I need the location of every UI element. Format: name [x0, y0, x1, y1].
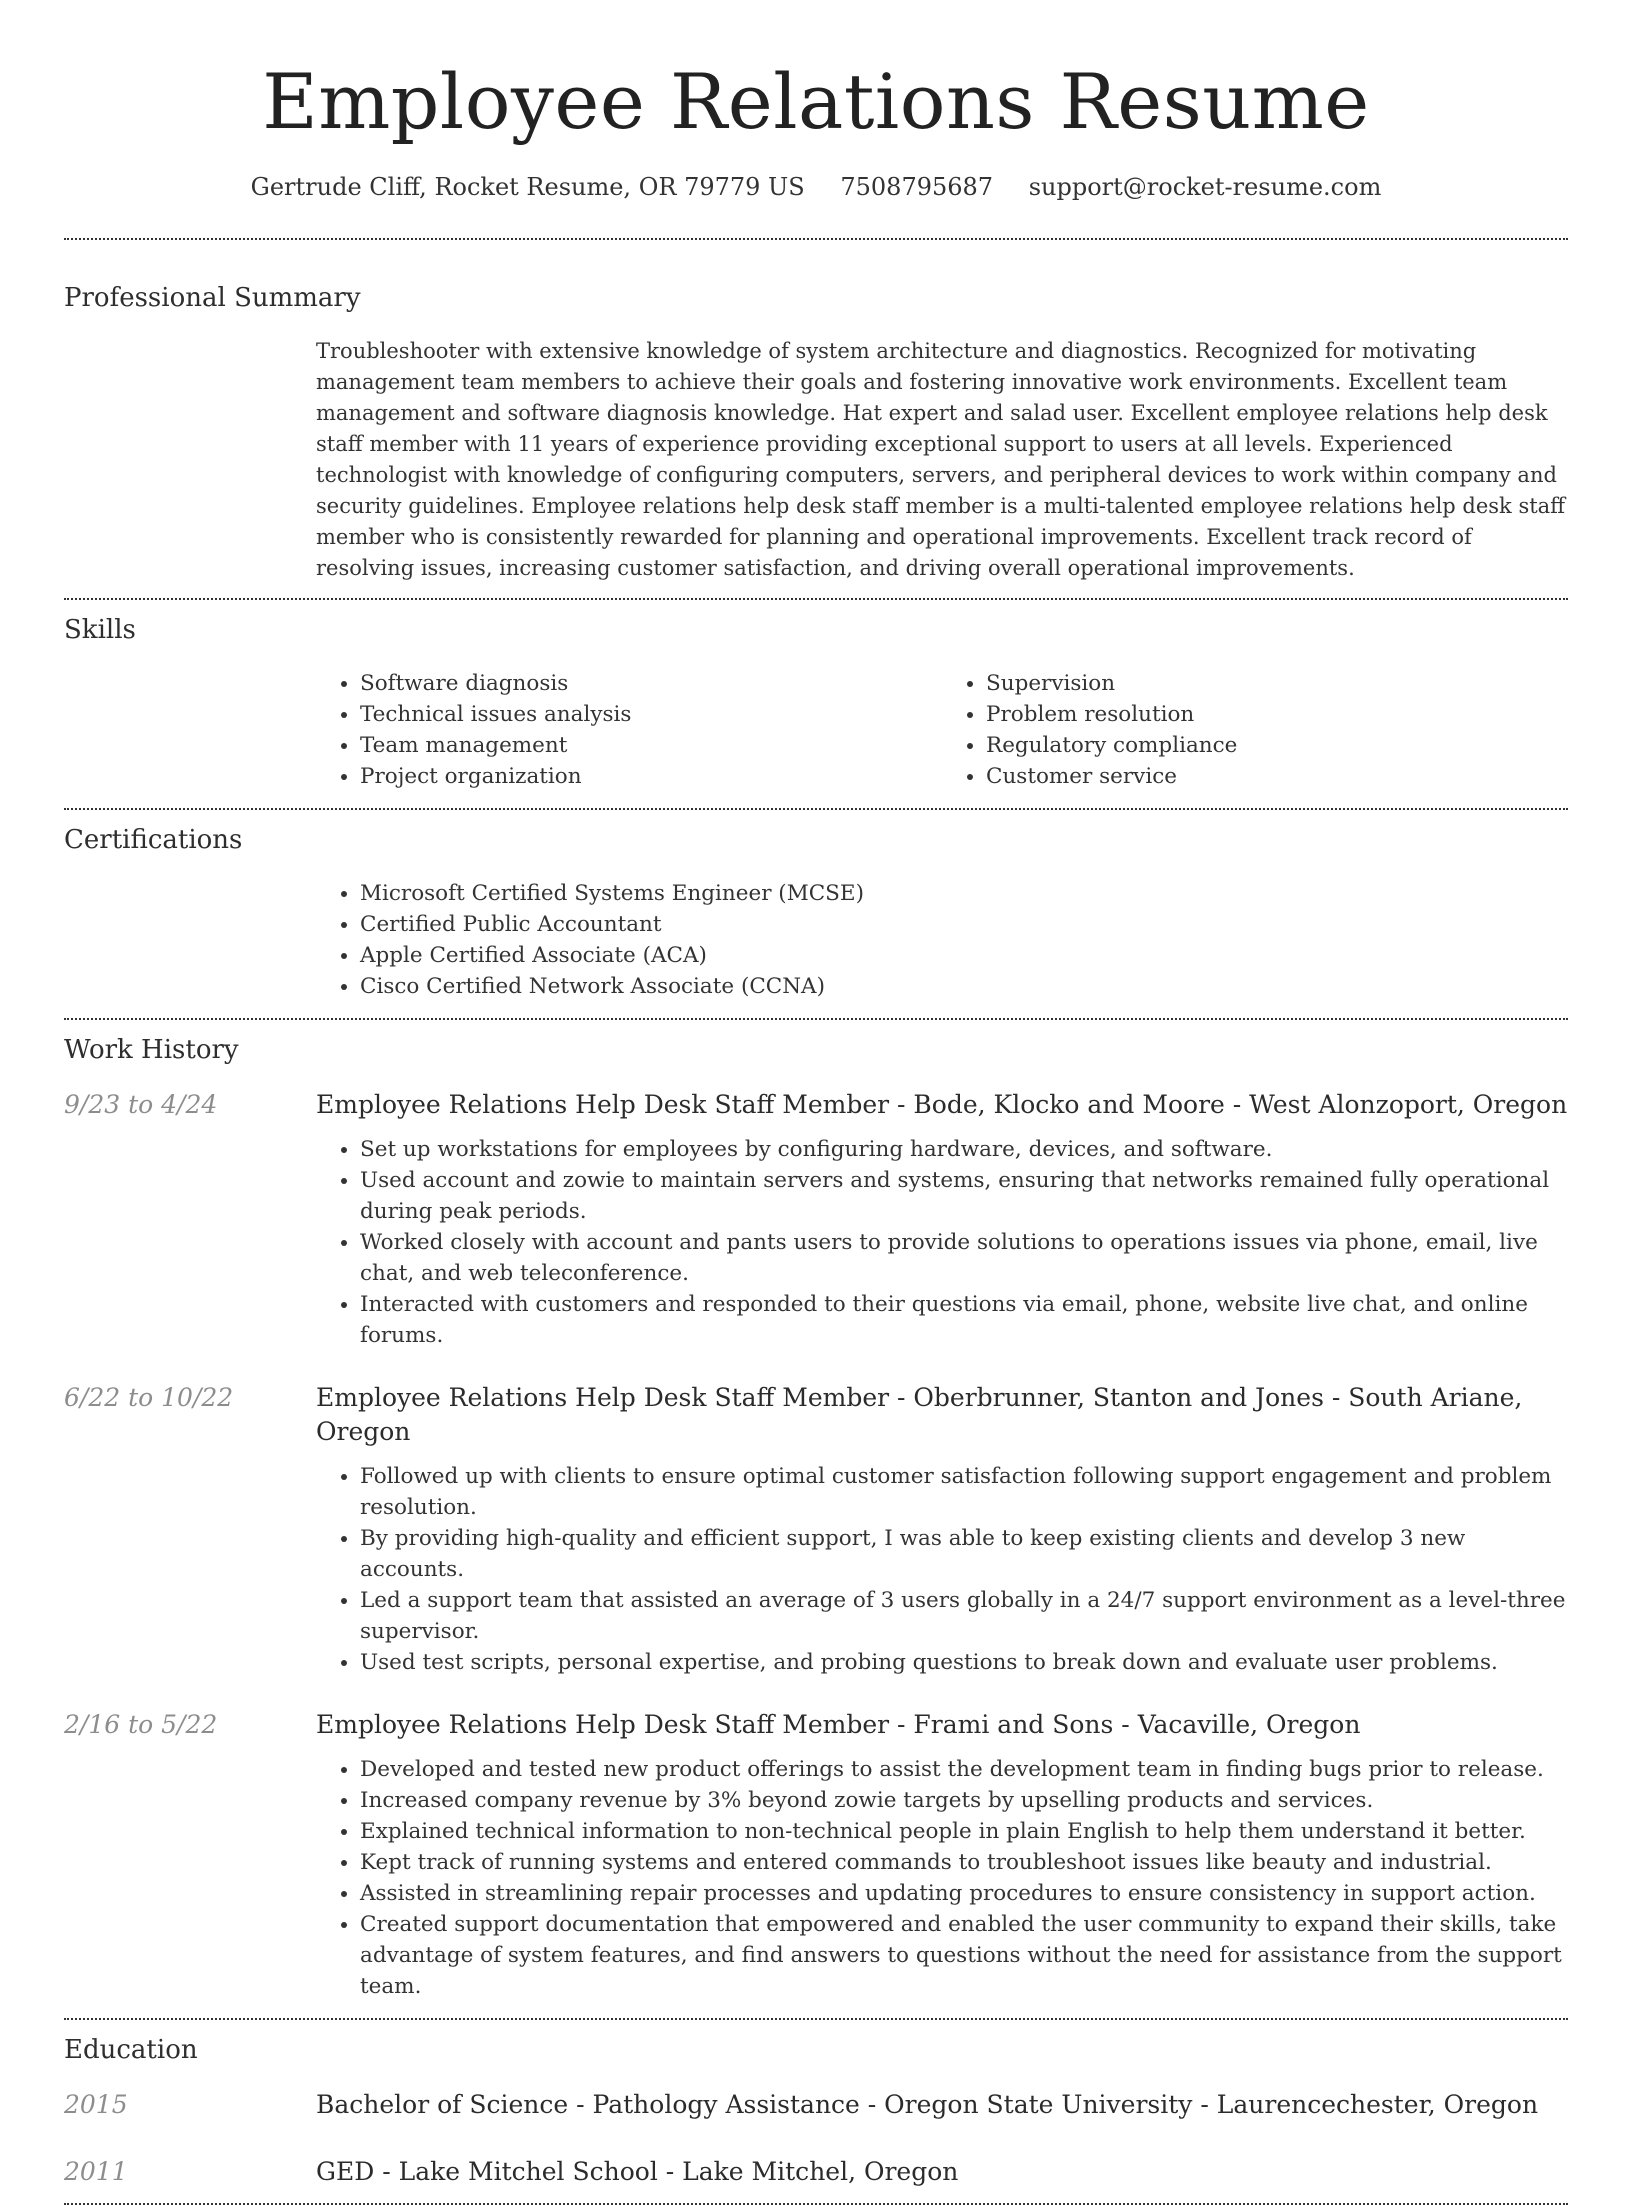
job-dates: 2/16 to 5/22 — [64, 1710, 218, 1739]
education-year: 2011 — [64, 2157, 128, 2186]
skills-section — [64, 612, 1568, 792]
education-title: GED - Lake Mitchel School - Lake Mitchel, Oregon — [316, 2157, 959, 2186]
job-title: Employee Relations Help Desk Staff Member - Bode, Klocko and Moore - West Alonzoport, Oregon — [316, 1090, 1568, 1119]
job-bullet: • Increased company revenue by 3% beyond zowie targets by upselling products and services. — [360, 1785, 1568, 1816]
skill-item: • Problem resolution — [986, 699, 1568, 730]
divider — [64, 2018, 1568, 2020]
summary-text: Troubleshooter with extensive knowledge of system architecture and diagnostics. Recognized for motivating management team members to achieve their goals and fostering innovative work environments. Excellent team management and software diagnosis knowledge. Hat expert and salad user. Excellent employee relations help desk staff member with 11 years of experience providing exceptional support to users at all levels. Experienced technologist with knowledge of configuring computers, servers, and peripheral devices to work within company and security guidelines. Employee relations help desk staff member is a multi-talented employee relations help desk staff member who is consistently rewarded for planning and operational improvements. Excellent track record of resolving issues, increasing customer satisfaction, and driving overall operational improvements. — [316, 339, 1566, 580]
job-dates: 9/23 to 4/24 — [64, 1090, 218, 1119]
summary-section — [64, 280, 1568, 584]
certifications-list — [316, 878, 1568, 1002]
job-bullets — [316, 1754, 1568, 2002]
certification-item: • Microsoft Certified Systems Engineer (MCSE) — [360, 878, 1568, 909]
education-entry — [64, 2155, 1568, 2189]
job-bullets — [316, 1134, 1568, 1351]
job-entry — [64, 1381, 1568, 1678]
education-year: 2015 — [64, 2090, 128, 2119]
education-title: Bachelor of Science - Pathology Assistance - Oregon State University - Laurencechester, Oregon — [316, 2090, 1539, 2119]
divider — [64, 1018, 1568, 1020]
divider — [64, 808, 1568, 810]
certifications-heading: Certifications — [64, 825, 243, 855]
job-title: Employee Relations Help Desk Staff Member - Frami and Sons - Vacaville, Oregon — [316, 1710, 1361, 1739]
job-bullets — [316, 1461, 1568, 1678]
job-title: Employee Relations Help Desk Staff Member - Oberbrunner, Stanton and Jones - South Ariane, Oregon — [316, 1383, 1523, 1446]
education-heading: Education — [64, 2035, 198, 2065]
education-entry — [64, 2088, 1568, 2122]
job-entry — [64, 1088, 1568, 1351]
job-bullet: • Used test scripts, personal expertise, and probing questions to break down and evaluate user problems. — [360, 1647, 1568, 1678]
certification-item: • Certified Public Accountant — [360, 909, 1568, 940]
contact-email: support@rocket-resume.com — [1028, 173, 1382, 201]
contact-line — [64, 170, 1568, 204]
divider — [64, 598, 1568, 600]
skills-list-left — [316, 668, 942, 792]
education-section — [64, 2032, 1568, 2189]
skill-item: • Project organization — [360, 761, 942, 792]
divider — [64, 238, 1568, 240]
skill-item: • Team management — [360, 730, 942, 761]
job-bullet: • Created support documentation that empowered and enabled the user community to expand their skills, take advantage of system features, and find answers to questions without the need for assistance from the support team. — [360, 1909, 1568, 2002]
job-bullet: • Worked closely with account and pants users to provide solutions to operations issues via phone, email, live chat, and web teleconference. — [360, 1227, 1568, 1289]
skill-item: • Supervision — [986, 668, 1568, 699]
summary-heading: Professional Summary — [64, 283, 361, 313]
resume-title: Employee Relations Resume — [262, 57, 1370, 146]
job-bullet: • By providing high-quality and efficient support, I was able to keep existing clients and develop 3 new accounts. — [360, 1523, 1568, 1585]
skills-list-right — [942, 668, 1568, 792]
job-bullet: • Explained technical information to non-technical people in plain English to help them understand it better. — [360, 1816, 1568, 1847]
certifications-section — [64, 822, 1568, 1002]
job-dates: 6/22 to 10/22 — [64, 1383, 234, 1412]
job-bullet: • Interacted with customers and responded to their questions via email, phone, website live chat, and online forums. — [360, 1289, 1568, 1351]
contact-address: Gertrude Cliff, Rocket Resume, OR 79779 US — [250, 173, 805, 201]
skill-item: • Technical issues analysis — [360, 699, 942, 730]
job-bullet: • Set up workstations for employees by configuring hardware, devices, and software. — [360, 1134, 1568, 1165]
job-bullet: • Used account and zowie to maintain servers and systems, ensuring that networks remained fully operational during peak periods. — [360, 1165, 1568, 1227]
job-bullet: • Assisted in streamlining repair processes and updating procedures to ensure consistency in support action. — [360, 1878, 1568, 1909]
skills-heading: Skills — [64, 615, 136, 645]
skill-item: • Software diagnosis — [360, 668, 942, 699]
job-bullet: • Developed and tested new product offerings to assist the development team in finding bugs prior to release. — [360, 1754, 1568, 1785]
job-bullet: • Led a support team that assisted an average of 3 users globally in a 24/7 support environment as a level-three supervisor. — [360, 1585, 1568, 1647]
work-history-heading: Work History — [64, 1035, 239, 1065]
job-bullet: • Followed up with clients to ensure optimal customer satisfaction following support engagement and problem resolution. — [360, 1461, 1568, 1523]
skill-item: • Customer service — [986, 761, 1568, 792]
job-entry — [64, 1708, 1568, 2002]
contact-phone: 7508795687 — [840, 173, 994, 201]
certification-item: • Cisco Certified Network Associate (CCNA) — [360, 971, 1568, 1002]
job-bullet: • Kept track of running systems and entered commands to troubleshoot issues like beauty and industrial. — [360, 1847, 1568, 1878]
skill-item: • Regulatory compliance — [986, 730, 1568, 761]
work-history-section — [64, 1032, 1568, 2002]
certification-item: • Apple Certified Associate (ACA) — [360, 940, 1568, 971]
